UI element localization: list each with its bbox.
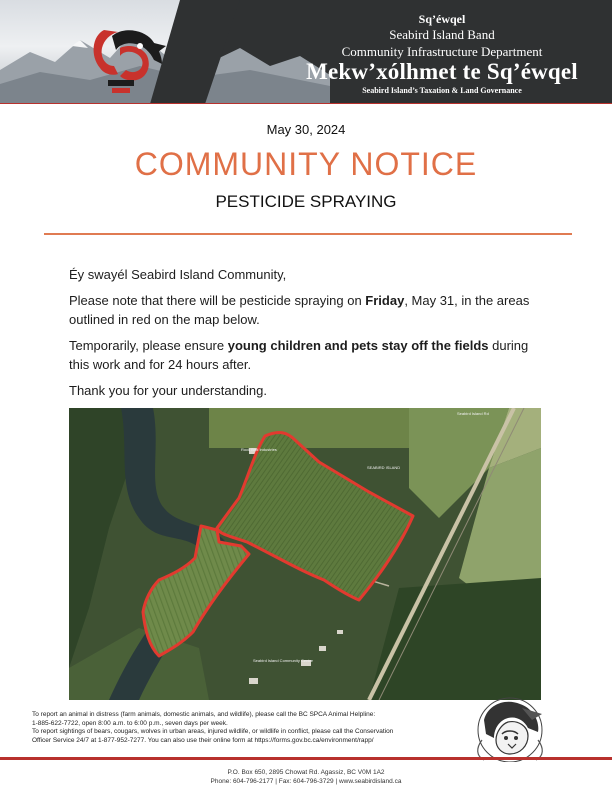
notice-date: May 30, 2024 (266, 122, 346, 137)
greeting: Éy swayél Seabird Island Community, (69, 267, 287, 282)
aerial-map-image (69, 408, 541, 700)
conservation-line-2: Officer Service 24/7 at 1-877-952-7277. You can also use their online form at https://forms.gov.bc.ca/environment/rapp/ (32, 736, 374, 744)
footer-red-rule (0, 757, 612, 760)
map-label-north: Seabird Island Rd (457, 411, 489, 416)
p2-text-before: Temporarily, please ensure (69, 338, 228, 353)
eagle-crest-icon (462, 690, 558, 762)
paragraph-safety (69, 336, 549, 374)
p1-text-after: , May 31, in the areas outlined in red on the map below. (69, 293, 530, 327)
map-label-road: SEABIRD ISLAND (367, 465, 401, 470)
title-divider (44, 233, 572, 235)
header-banner (0, 0, 612, 104)
p2-text-after: during this work and for 24 hours after. (69, 338, 529, 372)
banner-line-department: Community Infrastructure Department (341, 44, 543, 59)
paragraph-thanks: Thank you for your understanding. (69, 383, 268, 398)
spca-line-2: 1-885-622-7722, open 8:00 a.m. to 6:00 p.m., seven days per week. (32, 719, 228, 727)
p1-text-before: Please note that there will be pesticide spraying on (69, 293, 366, 308)
notice-subtitle: PESTICIDE SPRAYING (215, 192, 397, 211)
banner-line-mekw: Mekw’xólhmet te Sq’éwqel (306, 59, 578, 84)
reporting-info (32, 711, 472, 745)
address-line: P.O. Box 650, 2895 Chowat Rd. Agassiz, BC V0M 1A2 (227, 769, 385, 776)
map-label-facility: Rock Bird Industries (241, 447, 277, 452)
address-block (0, 768, 612, 786)
conservation-line-1: To report sightings of bears, cougars, wolves in urban areas, injured wildlife, or wildlife in conflict, please call the Conservation (32, 728, 394, 736)
notice-title: COMMUNITY NOTICE (134, 146, 478, 182)
p1-bold-day: Friday (365, 293, 405, 308)
banner-text-block (272, 0, 612, 104)
banner-line-band: Seabird Island Band (389, 27, 495, 42)
spray-area-map (69, 408, 541, 700)
map-label-south: Seabird Island Community Centre (253, 658, 314, 663)
banner-line-governance: Seabird Island’s Taxation & Land Governance (362, 86, 522, 95)
contact-line: Phone: 604-796-2177 | Fax: 604-796-3729 | www.seabirdisland.ca (210, 778, 402, 785)
paragraph-spray-date (69, 291, 549, 329)
p2-bold-warning: young children and pets stay off the fields (227, 338, 489, 353)
banner-red-rule (0, 103, 612, 104)
banner-line-sqewqel: Sq’éwqel (418, 12, 466, 26)
spca-line-1: To report an animal in distress (farm animals, domestic animals, and wildlife), please call the BC SPCA Animal Helpline: (32, 711, 376, 718)
